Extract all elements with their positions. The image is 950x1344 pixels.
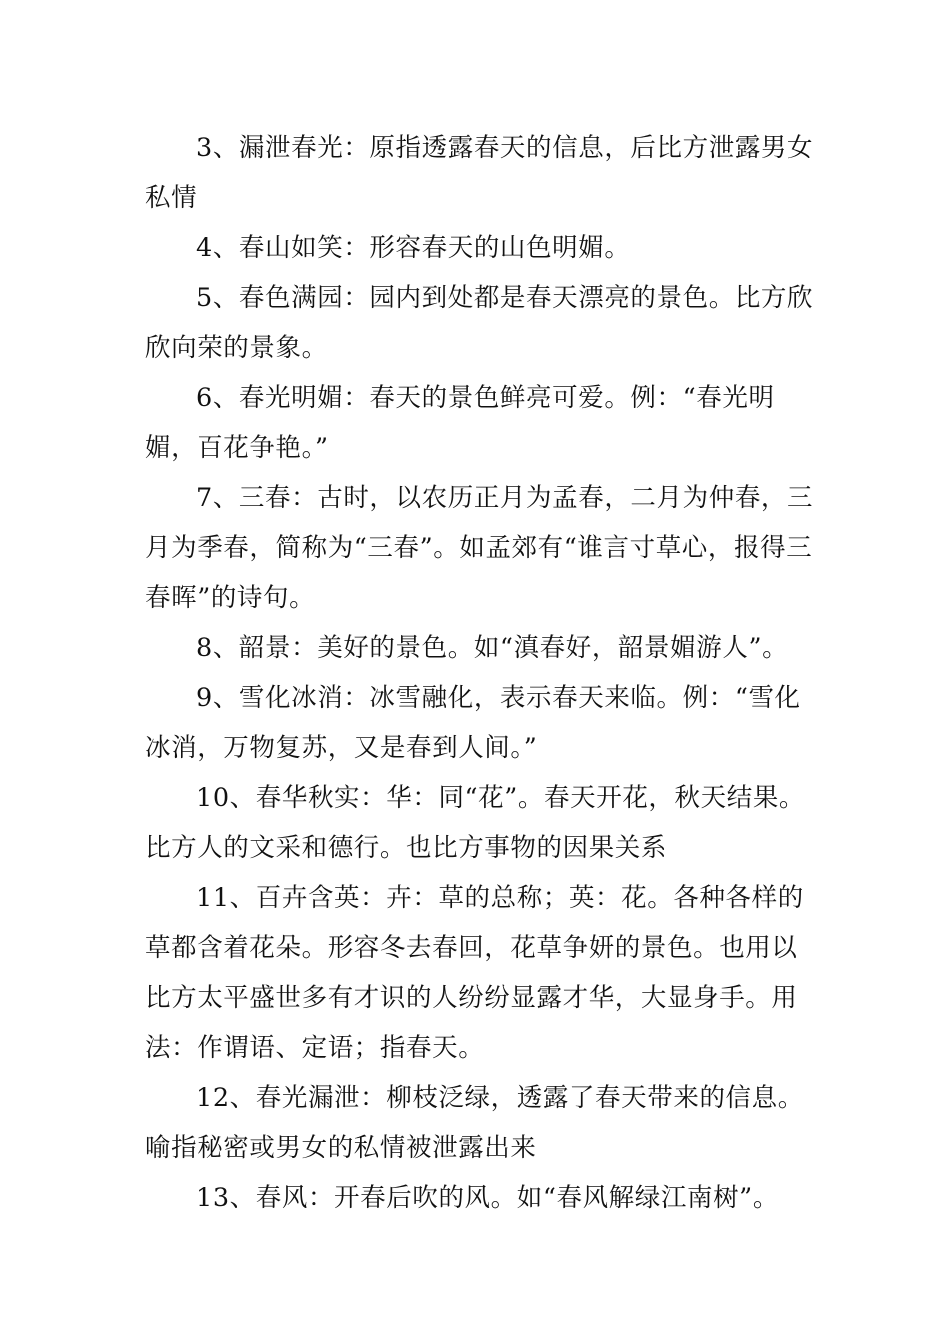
paragraph-8: 8、韶景：美好的景色。如“滇春好，韶景媚游人”。: [196, 633, 789, 663]
paragraph-10: 10、春华秋实：华：同“花”。春天开花，秋天结果。比方人的文采和德行。也比方事物的因果关系: [145, 783, 806, 863]
document-body: [145, 123, 815, 1223]
paragraph-5: 5、春色满园：园内到处都是春天漂亮的景色。比方欣欣向荣的景象。: [145, 283, 814, 363]
paragraph-6: 6、春光明媚：春天的景色鲜亮可爱。例：“春光明媚，百花争艳。”: [145, 383, 775, 463]
paragraph-12: 12、春光漏泄：柳枝泛绿，透露了春天带来的信息。喻指秘密或男女的私情被泄露出来: [145, 1083, 804, 1163]
paragraph-11: 11、百卉含英：卉：草的总称；英：花。各种各样的草都含着花朵。形容冬去春回，花草争妍的景色。也用以比方太平盛世多有才识的人纷纷显露才华，大显身手。用法：作谓语、定语；指春天。: [145, 883, 804, 1063]
paragraph-7: 7、三春：古时，以农历正月为孟春，二月为仲春，三月为季春，简称为“三春”。如孟郊有“谁言寸草心，报得三春晖”的诗句。: [145, 483, 814, 613]
paragraph-13: 13、春风：开春后吹的风。如“春风解绿江南树”。: [196, 1183, 779, 1213]
paragraph-9: 9、雪化冰消：冰雪融化，表示春天来临。例：“雪化冰消，万物复苏，又是春到人间。”: [145, 683, 801, 763]
paragraph-4: 4、春山如笑：形容春天的山色明媚。: [196, 233, 631, 263]
paragraph-3: 3、漏泄春光：原指透露春天的信息，后比方泄露男女私情: [145, 133, 814, 213]
